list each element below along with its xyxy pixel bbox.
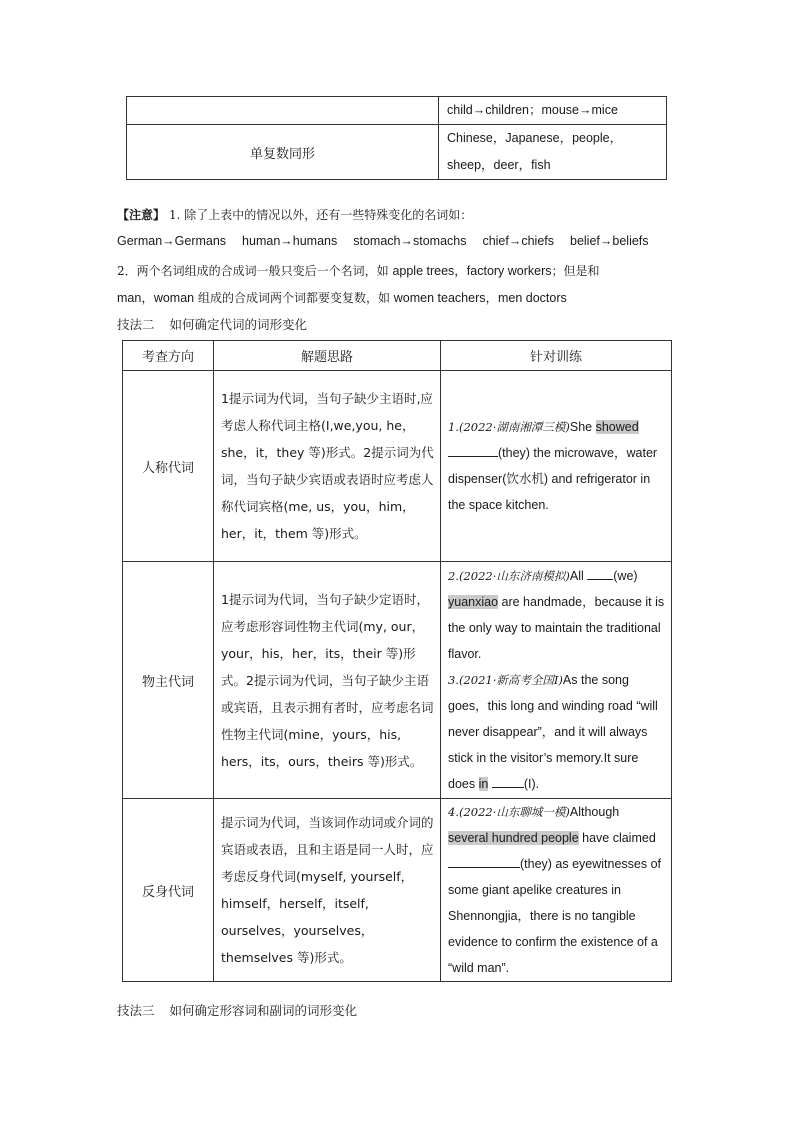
exercise-text: are handmade，because it is the only way to maintain the traditional flavor.: [448, 595, 665, 661]
example-word: stomach→stomachs: [353, 234, 467, 248]
table-row: [127, 97, 667, 125]
note-text: apple trees，factory workers: [392, 264, 552, 278]
example-word: human→humans: [242, 234, 338, 248]
example-word: chief→chiefs: [482, 234, 555, 248]
exercise-cell: [441, 562, 672, 799]
note-text: 1. 除了上表中的情况以外，还有一些特殊变化的名词如：: [169, 208, 473, 222]
highlight-text: showed: [595, 420, 639, 434]
table-cell: Chinese，Japanese，people，sheep，deer，fish: [439, 125, 667, 180]
exercise-source: 1.(2022·湖南湘潭三模): [448, 420, 570, 434]
exercise-cell: [441, 799, 672, 982]
exercise-text: Although: [569, 805, 620, 819]
tips-cell: 提示词为代词，当该词作动词或介词的宾语或表语，且和主语是同一人时，应考虑反身代词(myself, yourself，himself，herself，itself, ourselves，yourselves，themselves 等)形式。: [214, 799, 441, 982]
section-heading: [117, 1001, 357, 1019]
exercise-text: (I).: [523, 777, 540, 791]
exercise-text: (they) the microwave，water dispenser(饮水机) and refrigerator in the space kitchen.: [448, 446, 658, 512]
column-header: 解题思路: [214, 341, 441, 371]
column-header: 考查方向: [123, 341, 214, 371]
table-cell: child→children；mouse→mice: [439, 97, 667, 125]
answer-blank[interactable]: [448, 853, 520, 868]
table-row: [127, 125, 667, 180]
answer-blank[interactable]: [492, 773, 524, 788]
highlight-text: several hundred people: [448, 831, 579, 845]
category-cell: 人称代词: [123, 371, 214, 562]
note-text: 组成的合成词两个词都要变复数，如: [194, 291, 394, 305]
note-line-1: [117, 206, 472, 223]
pronoun-table: [122, 340, 672, 982]
exercise-text: As the song goes，this long and winding road “will never disappear”，and it will always stick in the visitor’s memory.It sure does: [448, 673, 658, 791]
exercise-source: 4.(2022·山东聊城一模): [448, 805, 570, 819]
answer-blank[interactable]: [587, 565, 613, 580]
exercise-source: 2.(2022·山东济南模拟): [448, 569, 570, 583]
exercise-text: (we): [613, 569, 638, 583]
section-heading: [117, 315, 307, 333]
section-title: 如何确定形容词和副词的词形变化: [169, 1003, 358, 1018]
exercise-cell: [441, 371, 672, 562]
table-row: [123, 799, 672, 982]
category-cell: 反身代词: [123, 799, 214, 982]
category-cell: 物主代词: [123, 562, 214, 799]
highlight-text: yuanxiao: [448, 595, 499, 609]
tips-cell: 1提示词为代词，当句子缺少主语时,应考虑人称代词主格(I,we,you, he，she，it，they 等)形式。2提示词为代词，当句子缺少宾语或表语时应考虑人称代词宾格(me, us，you，him，her，it，them 等)形式。: [214, 371, 441, 562]
plural-table: [126, 96, 667, 180]
note-text: 2．两个名词组成的合成词一般只变后一个名词，如: [117, 264, 393, 278]
exercise-source: 3.(2021·新高考全国Ⅰ): [448, 673, 563, 687]
exercise-text: have claimed: [578, 831, 656, 845]
note-line-2: [117, 261, 600, 279]
note-text: man，woman: [117, 291, 195, 305]
table-header-row: [123, 341, 672, 371]
example-word: German→Germans: [117, 234, 227, 248]
note-text: ；但是和: [551, 264, 600, 278]
section-label: 技法二: [117, 317, 155, 332]
column-header: 针对训练: [441, 341, 672, 371]
section-title: 如何确定代词的词形变化: [169, 317, 308, 332]
table-cell: [127, 97, 439, 125]
exercise-text: (they) as eyewitnesses of some giant apelike creatures in Shennongjia，there is no tangible evidence to confirm the existence of a “wild man”.: [448, 857, 662, 975]
example-word: belief→beliefs: [570, 234, 649, 248]
answer-blank[interactable]: [448, 442, 498, 457]
tips-cell: 1提示词为代词，当句子缺少定语时，应考虑形容词性物主代词(my, our，your，his，her，its，their 等)形式。2提示词为代词，当句子缺少主语或宾语，且表示拥有者时，应考虑名词性物主代词(mine，yours，his, hers，its，ours，theirs 等)形式。: [214, 562, 441, 799]
highlight-text: in: [478, 777, 489, 791]
note-examples: [117, 233, 649, 248]
exercise-text: All: [569, 569, 588, 583]
table-row: [123, 371, 672, 562]
section-label: 技法三: [117, 1003, 155, 1018]
table-row: [123, 562, 672, 799]
note-tag: 【注意】: [117, 208, 166, 222]
exercise-text: She: [569, 420, 596, 434]
table-cell: 单复数同形: [127, 125, 439, 180]
note-text: women teachers，men doctors: [393, 291, 567, 305]
note-line-3: [117, 288, 567, 306]
